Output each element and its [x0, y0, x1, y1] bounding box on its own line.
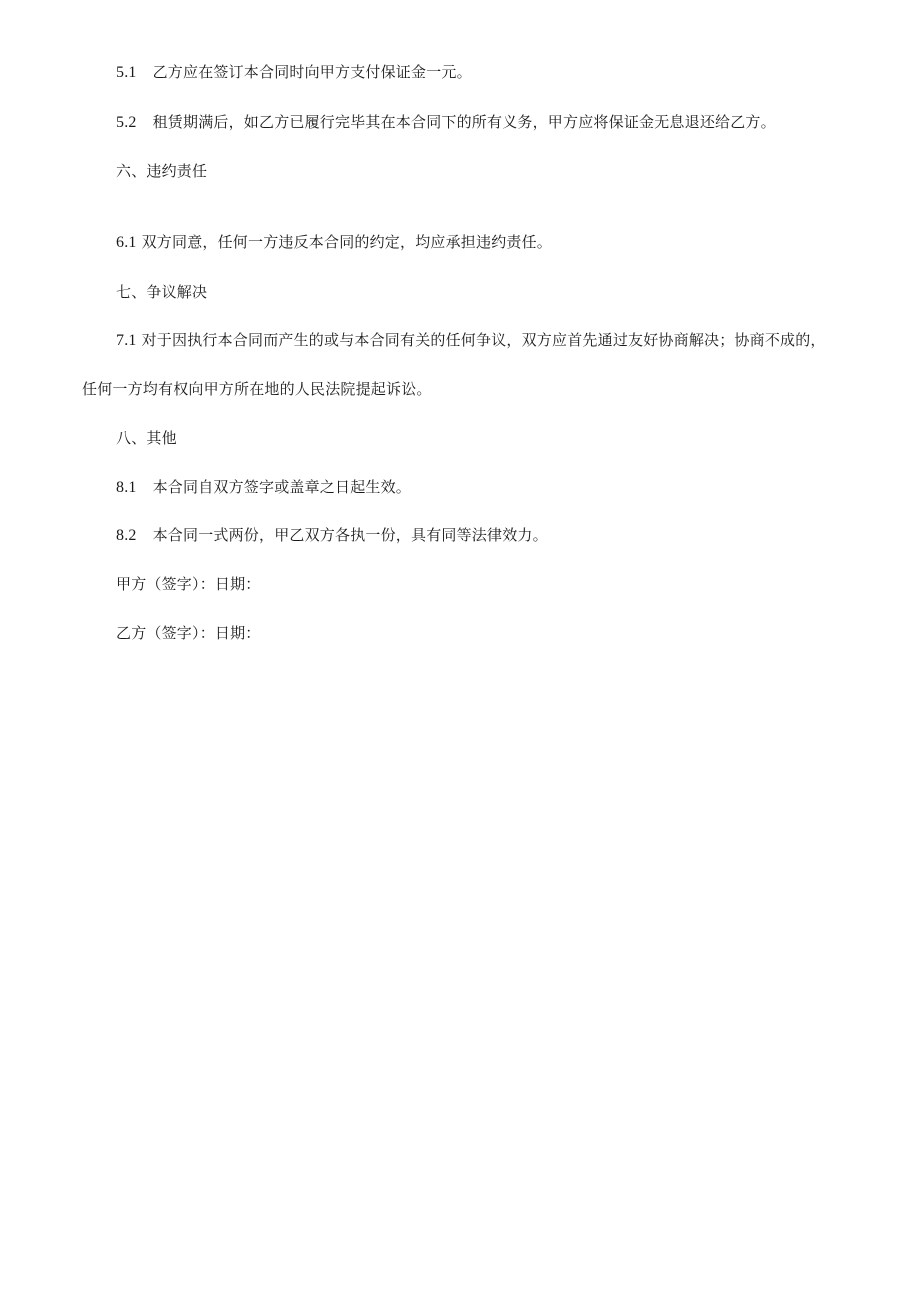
clause-number: 8.2	[116, 527, 137, 544]
section-heading-7: 七、争议解决	[116, 283, 208, 301]
signature-party-a: 甲方（签字）：日期：	[116, 575, 261, 593]
clause-5-1	[116, 62, 472, 83]
clause-text: 租赁期满后，如乙方已履行完毕其在本合同下的所有义务，甲方应将保证金无息退还给乙方。	[152, 113, 776, 131]
clause-text: 双方同意，任何一方违反本合同的约定，均应承担违约责任。	[141, 233, 553, 251]
clause-number: 7.1	[116, 332, 137, 349]
clause-7-1	[116, 330, 826, 351]
clause-text: 本合同一式两份，甲乙双方各执一份，具有同等法律效力。	[152, 526, 548, 544]
clause-number: 8.1	[116, 479, 137, 496]
clause-text: 本合同自双方签字或盖章之日起生效。	[152, 478, 412, 496]
clause-5-2	[116, 112, 776, 133]
section-heading-6: 六、违约责任	[116, 162, 208, 180]
clause-number: 6.1	[116, 234, 137, 251]
signature-party-b: 乙方（签字）：日期：	[116, 624, 261, 642]
clause-number: 5.1	[116, 64, 137, 81]
clause-text: 对于因执行本合同而产生的或与本合同有关的任何争议，双方应首先通过友好协商解决；协商不成的，	[141, 331, 826, 349]
clause-8-1	[116, 477, 411, 498]
clause-number: 5.2	[116, 114, 137, 131]
clause-6-1	[116, 232, 552, 253]
clause-7-1-continuation: 任何一方均有权向甲方所在地的人民法院提起诉讼。	[82, 380, 432, 398]
section-heading-8: 八、其他	[116, 429, 177, 447]
clause-8-2	[116, 525, 548, 546]
clause-text: 乙方应在签订本合同时向甲方支付保证金一元。	[152, 63, 472, 81]
